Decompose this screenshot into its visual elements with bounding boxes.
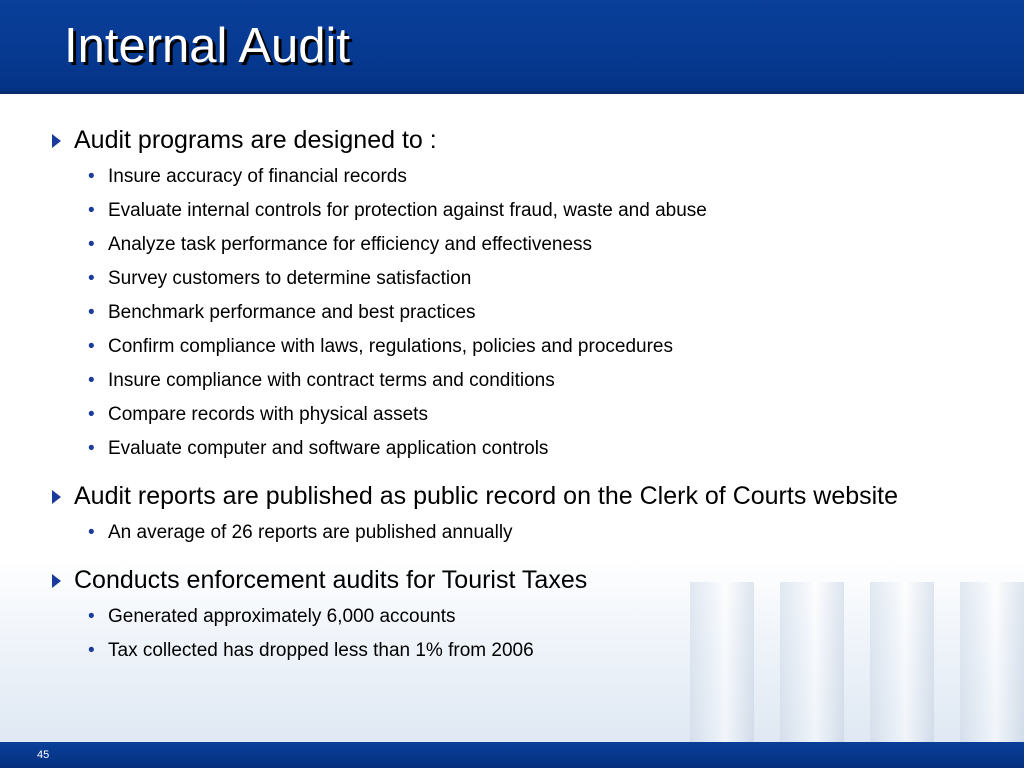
- sub-bullet-item: [88, 228, 948, 262]
- sub-bullet-text: Confirm compliance with laws, regulations, policies and procedures: [108, 336, 673, 357]
- sub-bullet-item: [88, 160, 948, 194]
- bullet-group: [48, 124, 948, 466]
- sub-bullet-text: Benchmark performance and best practices: [108, 302, 476, 323]
- sub-bullet-item: [88, 600, 948, 634]
- bullet-item: [48, 124, 948, 156]
- sub-bullet-list: [48, 160, 948, 466]
- bullet-text: Audit programs are designed to :: [74, 126, 437, 154]
- footer-bar: [0, 742, 1024, 768]
- dot-bullet-icon: •: [88, 522, 95, 543]
- sub-bullet-text: Compare records with physical assets: [108, 404, 428, 425]
- page-number: 45: [37, 749, 50, 761]
- sub-bullet-text: Analyze task performance for efficiency and effectiveness: [108, 234, 593, 255]
- column-shape: [960, 582, 1024, 742]
- sub-bullet-item: [88, 194, 948, 228]
- sub-bullet-text: An average of 26 reports are published annually: [108, 522, 513, 543]
- sub-bullet-text: Evaluate internal controls for protection against fraud, waste and abuse: [108, 200, 707, 221]
- sub-bullet-text: Insure accuracy of financial records: [108, 166, 407, 187]
- dot-bullet-icon: •: [88, 438, 95, 459]
- dot-bullet-icon: •: [88, 166, 95, 187]
- slide-title: Internal Audit: [64, 19, 351, 73]
- triangle-arrow-bullet-icon: [52, 574, 61, 588]
- dot-bullet-icon: •: [88, 234, 95, 255]
- sub-bullet-text: Tax collected has dropped less than 1% from 2006: [108, 640, 534, 661]
- dot-bullet-icon: •: [88, 370, 95, 391]
- slide-body: [48, 124, 948, 682]
- bullet-group: [48, 564, 948, 668]
- bullet-item: [48, 564, 948, 596]
- sub-bullet-text: Evaluate computer and software application controls: [108, 438, 549, 459]
- dot-bullet-icon: •: [88, 336, 95, 357]
- title-banner: [0, 0, 1024, 94]
- sub-bullet-item: [88, 398, 948, 432]
- sub-bullet-text: Survey customers to determine satisfaction: [108, 268, 472, 289]
- sub-bullet-item: [88, 262, 948, 296]
- bullet-item: [48, 480, 948, 512]
- sub-bullet-item: [88, 296, 948, 330]
- dot-bullet-icon: •: [88, 268, 95, 289]
- bullet-group: [48, 480, 948, 550]
- triangle-arrow-bullet-icon: [52, 490, 61, 504]
- dot-bullet-icon: •: [88, 302, 95, 323]
- dot-bullet-icon: •: [88, 404, 95, 425]
- bullet-text: Audit reports are published as public record on the Clerk of Courts website: [74, 482, 899, 510]
- sub-bullet-item: [88, 432, 948, 466]
- sub-bullet-item: [88, 516, 948, 550]
- bullet-text: Conducts enforcement audits for Tourist Taxes: [74, 566, 588, 594]
- dot-bullet-icon: •: [88, 640, 95, 661]
- sub-bullet-list: [48, 516, 948, 550]
- dot-bullet-icon: •: [88, 606, 95, 627]
- triangle-arrow-bullet-icon: [52, 134, 61, 148]
- sub-bullet-item: [88, 330, 948, 364]
- sub-bullet-text: Generated approximately 6,000 accounts: [108, 606, 456, 627]
- sub-bullet-item: [88, 634, 948, 668]
- sub-bullet-list: [48, 600, 948, 668]
- dot-bullet-icon: •: [88, 200, 95, 221]
- title-banner-rule: [0, 91, 1024, 94]
- sub-bullet-text: Insure compliance with contract terms and conditions: [108, 370, 555, 391]
- sub-bullet-item: [88, 364, 948, 398]
